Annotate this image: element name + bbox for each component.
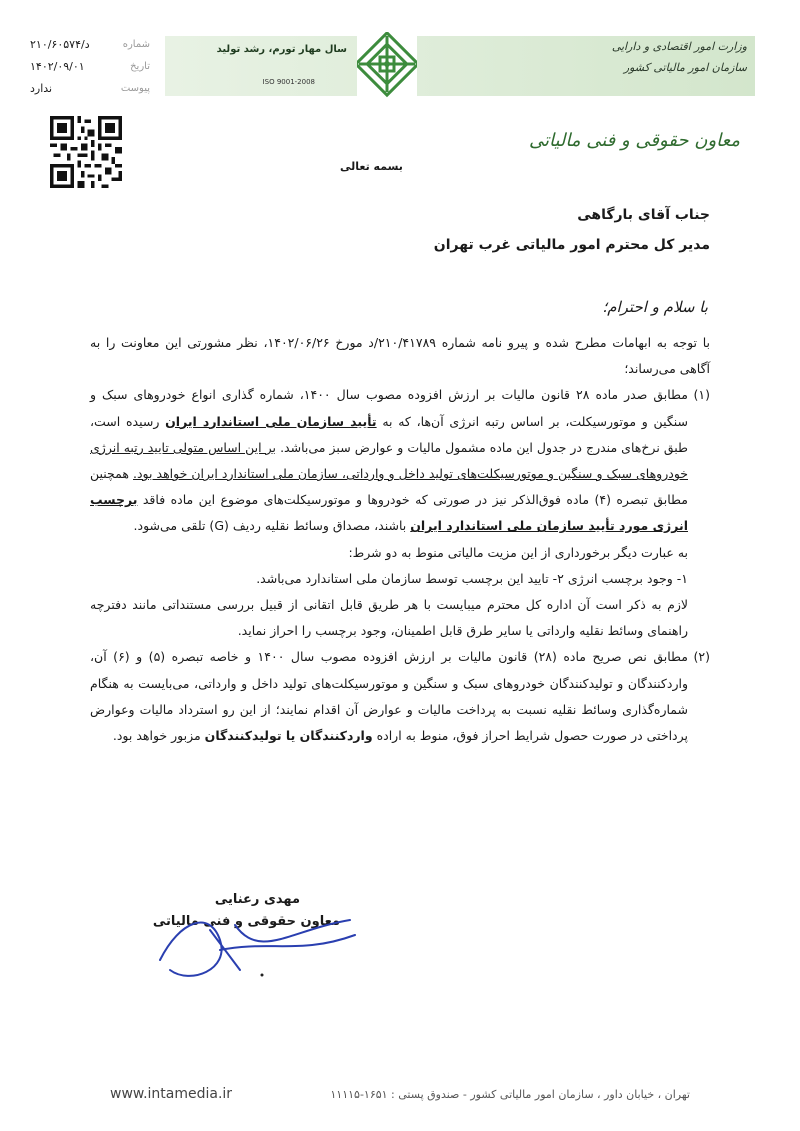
footer-address: تهران ، خیابان داور ، سازمان امور مالیاتی کشور - صندوق پستی : ۱۶۵۱-۱۱۱۱۵ — [330, 1088, 690, 1101]
year-slogan: سال مهار تورم، رشد تولید — [216, 44, 347, 55]
intro-paragraph — [90, 330, 710, 382]
clause-2 — [90, 644, 710, 749]
letter-meta — [30, 34, 150, 100]
meta-date-label: تاریخ — [130, 61, 150, 72]
letter-body — [90, 330, 710, 749]
meta-attachment-row — [30, 78, 150, 100]
clause-1 — [90, 382, 710, 539]
meta-attachment-label: پیوست — [120, 83, 150, 94]
conditions-intro: به عبارت دیگر برخورداری از این مزیت مالیاتی منوط به دو شرط: — [348, 544, 688, 560]
letterhead-banner — [165, 36, 755, 96]
clause-1-emphasis-3: برچسب انرژی مورد تأیید سازمان ملی استاندارد ایران — [90, 492, 688, 534]
clause-1-emphasis-1: تأیید سازمان ملی استاندارد ایران — [165, 413, 377, 429]
qr-code-icon — [50, 116, 122, 188]
clause-2-emphasis: واردکنندگان یا تولیدکنندگان — [204, 728, 373, 744]
conditions-list: ۱- وجود برچسب انرژی ۲- تایید این برچسب توسط سازمان ملی استاندارد می‌باشد. — [256, 570, 688, 586]
clause-2-number: (۲) — [693, 649, 710, 665]
clause-1-text-a: مطابق صدر ماده ۲۸ قانون مالیات بر ارزش افزوده مصوب سال ۱۴۰۰، شماره گذاری انواع خودروهای سبک و سنگین و موتورسیکلت، بر اساس رتبه انرژی آن‌ها، که به — [90, 387, 688, 429]
banner-slogan-area — [165, 36, 355, 96]
footer-website: www.intamedia.ir — [110, 1086, 233, 1102]
meta-date-row — [30, 56, 150, 78]
basmala: بسمه تعالی — [340, 160, 403, 173]
iso-certification: ISO 9001-2008 — [262, 78, 315, 86]
meta-number-row — [30, 34, 150, 56]
signatory-title: معاون حقوقی و فنی مالیاتی — [152, 914, 340, 929]
ministry-name: وزارت امور اقتصادی و دارایی — [611, 40, 747, 53]
meta-number-label: شماره — [122, 39, 150, 50]
clause-1-number: (۱) — [693, 387, 710, 403]
verification-note: لازم به ذکر است آن اداره کل محترم میبایست با هر طریق قابل اتقانی از قبیل بررسی مستنداتی مانند دفترچه راهنمای وسائط نقلیه وارداتی یا سایر طرق قابل اطمینان، وجود برچسب را احراز نماید. — [90, 597, 688, 639]
meta-attachment-value: ندارد — [30, 82, 53, 95]
recipient-title: مدیر کل محترم امور مالیاتی غرب تهران — [433, 237, 710, 253]
handwritten-signature-icon — [150, 900, 370, 990]
banner-ministry-area — [567, 40, 747, 92]
greeting: با سلام و احترام؛ — [602, 298, 708, 316]
clause-1-text-b: رسیده است، طبق نرخ‌های مندرج در جدول این ماده مشمول مالیات و عوارض سبز می‌باشد. — [90, 413, 688, 455]
intro-line-2: معاونت را به آگاهی می‌رساند؛ — [90, 335, 710, 377]
signatory-name: مهدی رعنایی — [214, 892, 300, 907]
recipient-block — [434, 200, 710, 260]
clause-1-text-c: همچنین مطابق تبصره (۴) ماده فوق‌الذکر نیز در صورتی که خودروها و موتورسیکلت‌های موضوع این ماده فاقد — [90, 466, 689, 508]
tax-organization-logo-icon — [357, 32, 417, 100]
clause-2-text-c: مزبور خواهد بود. — [112, 728, 205, 744]
department-heading: معاون حقوقی و فنی مالیاتی — [528, 130, 740, 151]
meta-date-value: ۱۴۰۲/۰۹/۰۱ — [30, 60, 85, 73]
clause-1-text-d: باشند، مصداق وسائط نقلیه ردیف (G) تلقی می‌شود. — [133, 518, 411, 534]
clause-2-text-a: مطابق نص صریح ماده (۲۸) قانون مالیات بر ارزش افزوده مصوب سال ۱۴۰۰ و خاصه تبصره (۵) و (۶) آن، واردکنندگان و تولیدکنندگان خودروهای سبک و سنگین و موتورسیکلت‌های تولید داخل و وارداتی، می‌بایست به هنگام شماره‌گذاری وسائط نقلیه نسبت به پرداخت مالیات و عوارض آن اقدام نمایند؛ از این رو استرداد مالیات وعوارض پرداختی در صورت حصول شرایط احراز فوق، منوط به اراده — [90, 649, 688, 744]
recipient-name: جناب آقای بارگاهی — [577, 207, 710, 223]
organization-name: سازمان امور مالیاتی کشور — [623, 61, 747, 74]
meta-number-value: د/۲۱۰/۶۰۵۷۴ — [30, 38, 90, 51]
clause-1-emphasis-2: بر این اساس متولی تایید رتبه انرژی خودروهای سبک و سنگین و موتورسیکلت‌های تولید داخل و وارداتی، سازمان ملی استاندارد ایران خواهد بود. — [90, 439, 688, 482]
intro-line-1: با توجه به ابهامات مطرح شده و پیرو نامه شماره ۲۱۰/۴۱۷۸۹/د مورخ ۱۴۰۲/۰۶/۲۶، نظر مشورتی این — [165, 335, 710, 350]
letter-footer — [110, 1086, 690, 1106]
